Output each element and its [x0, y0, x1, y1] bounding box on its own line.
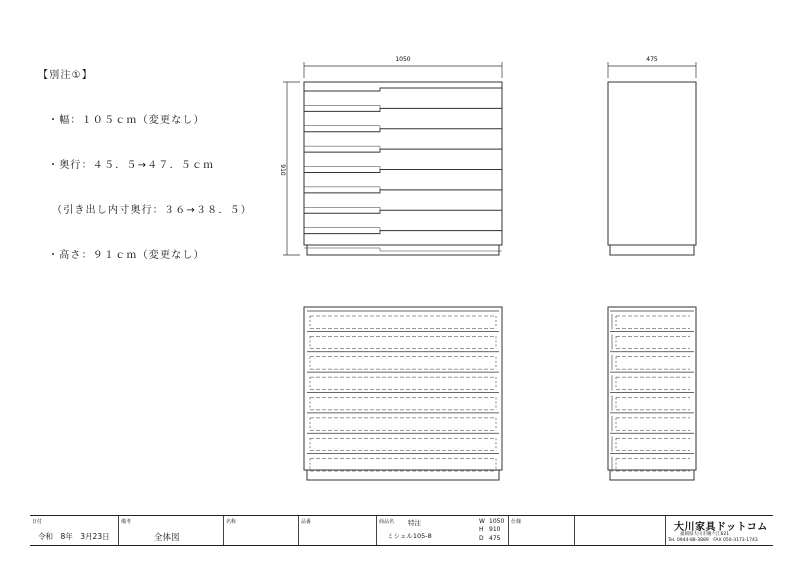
drawer-top-line	[304, 108, 502, 111]
height-label: 910	[279, 164, 286, 176]
product-header: 商品名	[379, 519, 395, 525]
product-special: 特注	[408, 519, 421, 527]
d-label: D	[479, 535, 484, 542]
w-label: W	[479, 518, 485, 525]
spec-cell	[508, 516, 575, 545]
notes-heading: 【別注①】	[38, 70, 93, 81]
product-cell	[376, 516, 509, 545]
blank-cell	[574, 516, 666, 545]
remarks-value: 全体図	[154, 533, 180, 543]
date-value: 令和 8年 3月23日	[38, 532, 110, 541]
side-elevation	[608, 82, 696, 255]
side-depth-label: 475	[646, 56, 658, 63]
note-height: ・高さ：９１ｃｍ（変更なし）	[48, 250, 205, 261]
drawer-top-line	[304, 88, 502, 91]
drawer-top-line	[304, 210, 502, 213]
side-section	[608, 307, 696, 480]
front-section	[304, 307, 502, 480]
h-label: H	[479, 526, 484, 533]
title-block	[30, 515, 773, 546]
company-cell	[665, 516, 774, 545]
company-contact: Tel. 0944-88-3889 FAX 050-3173-1743	[668, 538, 758, 543]
note-depth: ・奥行：４５．５→４７．５ｃｍ	[48, 160, 215, 171]
drawer-top-line	[304, 231, 502, 234]
date-cell	[30, 516, 118, 545]
remarks-cell	[118, 516, 224, 545]
d-value: 475	[489, 535, 501, 542]
remarks-header: 備考	[121, 519, 132, 525]
drawer-top-line	[304, 149, 502, 152]
note-width: ・幅：１０５ｃｍ（変更なし）	[48, 115, 205, 126]
name-cell	[223, 516, 299, 545]
product-name: ミシェル105-8	[387, 532, 432, 540]
spec-header: 仕様	[511, 519, 522, 525]
drawer-top-line	[304, 190, 502, 193]
company-address: 福岡県大川市鐘ケ江621	[680, 532, 730, 537]
drawer-top-line	[304, 129, 502, 132]
note-drawer-depth: （引き出し内寸奥行：３６→３８．５）	[52, 205, 252, 216]
item-no-header: 品番	[301, 519, 312, 525]
company-name: 大川家具ドットコム	[674, 522, 768, 533]
drawer-top-line	[304, 170, 502, 173]
name-header: 名称	[226, 519, 237, 525]
front-elevation	[304, 82, 502, 255]
h-value: 910	[489, 526, 501, 533]
drawer-bottom-line	[304, 248, 502, 251]
date-header: 日付	[32, 519, 43, 525]
front-width-label: 1050	[395, 56, 411, 63]
w-value: 1050	[489, 518, 505, 525]
item-no-cell	[298, 516, 377, 545]
